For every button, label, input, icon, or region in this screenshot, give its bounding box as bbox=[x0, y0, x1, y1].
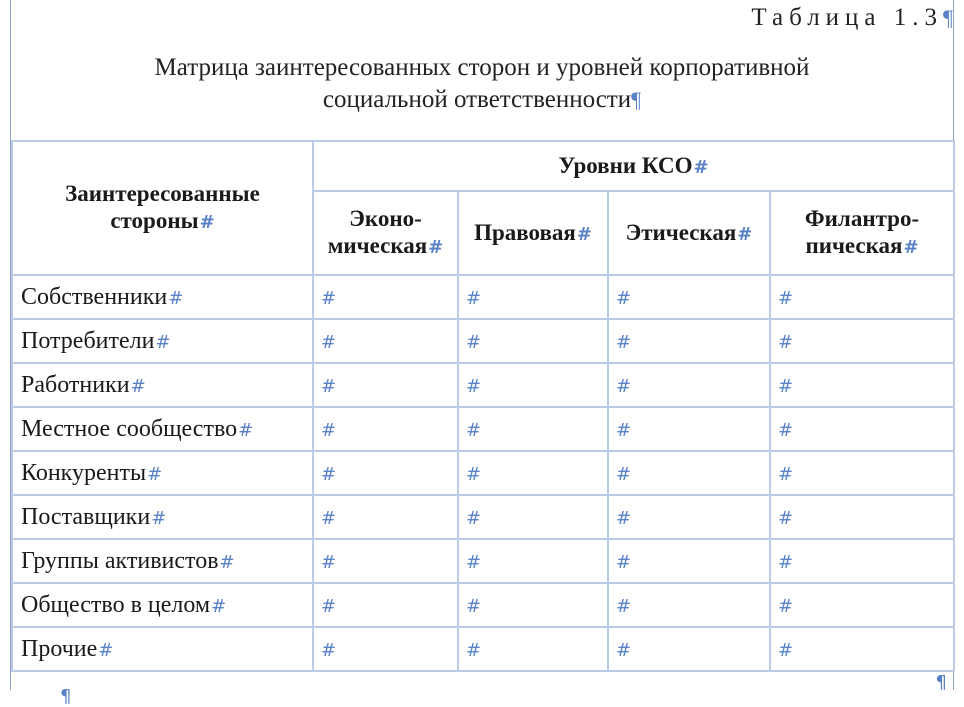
stakeholder-cell: Работники# bbox=[12, 363, 313, 407]
table-row bbox=[12, 539, 954, 583]
matrix-cell: # bbox=[770, 275, 954, 319]
document-page bbox=[10, 0, 954, 707]
table-row bbox=[12, 495, 954, 539]
stakeholder-cell: Общество в целом# bbox=[12, 583, 313, 627]
matrix-cell: # bbox=[770, 451, 954, 495]
header-level-ethical: Этическая# bbox=[608, 191, 770, 275]
paragraph-mark: ¶ bbox=[631, 87, 642, 112]
table-row bbox=[12, 319, 954, 363]
table-caption bbox=[11, 52, 953, 116]
matrix-cell: # bbox=[313, 451, 458, 495]
caption-line: социальной ответственности bbox=[322, 86, 632, 113]
matrix-cell: # bbox=[770, 583, 954, 627]
matrix-cell: # bbox=[458, 539, 608, 583]
matrix-cell: # bbox=[608, 451, 770, 495]
matrix-cell: # bbox=[608, 275, 770, 319]
stakeholder-cell: Поставщики# bbox=[12, 495, 313, 539]
table-row bbox=[12, 275, 954, 319]
paragraph-mark: ¶ bbox=[60, 686, 72, 707]
matrix-cell: # bbox=[313, 363, 458, 407]
matrix-cell: # bbox=[313, 275, 458, 319]
matrix-cell: # bbox=[458, 275, 608, 319]
matrix-cell: # bbox=[608, 407, 770, 451]
header-level-economic: Эконо- мическая# bbox=[313, 191, 458, 275]
matrix-cell: # bbox=[313, 495, 458, 539]
matrix-cell: # bbox=[458, 583, 608, 627]
stakeholder-cell: Потребители# bbox=[12, 319, 313, 363]
table-row bbox=[12, 451, 954, 495]
matrix-cell: # bbox=[770, 539, 954, 583]
stakeholder-matrix-table bbox=[11, 140, 955, 672]
stakeholder-cell: Собственники# bbox=[12, 275, 313, 319]
stakeholder-cell: Местное сообщество# bbox=[12, 407, 313, 451]
matrix-cell: # bbox=[458, 495, 608, 539]
matrix-cell: # bbox=[770, 319, 954, 363]
matrix-cell: # bbox=[770, 495, 954, 539]
matrix-cell: # bbox=[608, 363, 770, 407]
matrix-cell: # bbox=[608, 319, 770, 363]
matrix-cell: # bbox=[313, 583, 458, 627]
paragraph-mark: ¶ bbox=[943, 5, 953, 30]
stakeholder-cell: Конкуренты# bbox=[12, 451, 313, 495]
stakeholder-cell: Прочие# bbox=[12, 627, 313, 671]
paragraph-mark: ¶ bbox=[935, 672, 947, 693]
header-level-philanthropic: Филантро- пическая# bbox=[770, 191, 954, 275]
matrix-cell: # bbox=[458, 627, 608, 671]
matrix-cell: # bbox=[770, 407, 954, 451]
matrix-cell: # bbox=[608, 627, 770, 671]
matrix-cell: # bbox=[313, 627, 458, 671]
table-row bbox=[12, 407, 954, 451]
stakeholder-cell: Группы активистов# bbox=[12, 539, 313, 583]
matrix-cell: # bbox=[458, 319, 608, 363]
matrix-cell: # bbox=[458, 407, 608, 451]
header-levels-title: Уровни КСО# bbox=[313, 141, 954, 191]
table-number: Таблица 1.3¶ bbox=[751, 4, 953, 31]
header-row bbox=[12, 141, 954, 191]
header-stakeholders: Заинтересованные стороны# bbox=[12, 141, 313, 275]
matrix-cell: # bbox=[770, 363, 954, 407]
table-row bbox=[12, 583, 954, 627]
matrix-cell: # bbox=[608, 539, 770, 583]
matrix-cell: # bbox=[458, 363, 608, 407]
matrix-cell: # bbox=[313, 539, 458, 583]
matrix-cell: # bbox=[313, 407, 458, 451]
matrix-cell: # bbox=[608, 495, 770, 539]
table-row bbox=[12, 363, 954, 407]
matrix-cell: # bbox=[313, 319, 458, 363]
table-row bbox=[12, 627, 954, 671]
matrix-cell: # bbox=[770, 627, 954, 671]
matrix-cell: # bbox=[608, 583, 770, 627]
caption-line: Матрица заинтересованных сторон и уровней корпоративной bbox=[154, 54, 810, 81]
matrix-cell: # bbox=[458, 451, 608, 495]
header-level-legal: Правовая# bbox=[458, 191, 608, 275]
